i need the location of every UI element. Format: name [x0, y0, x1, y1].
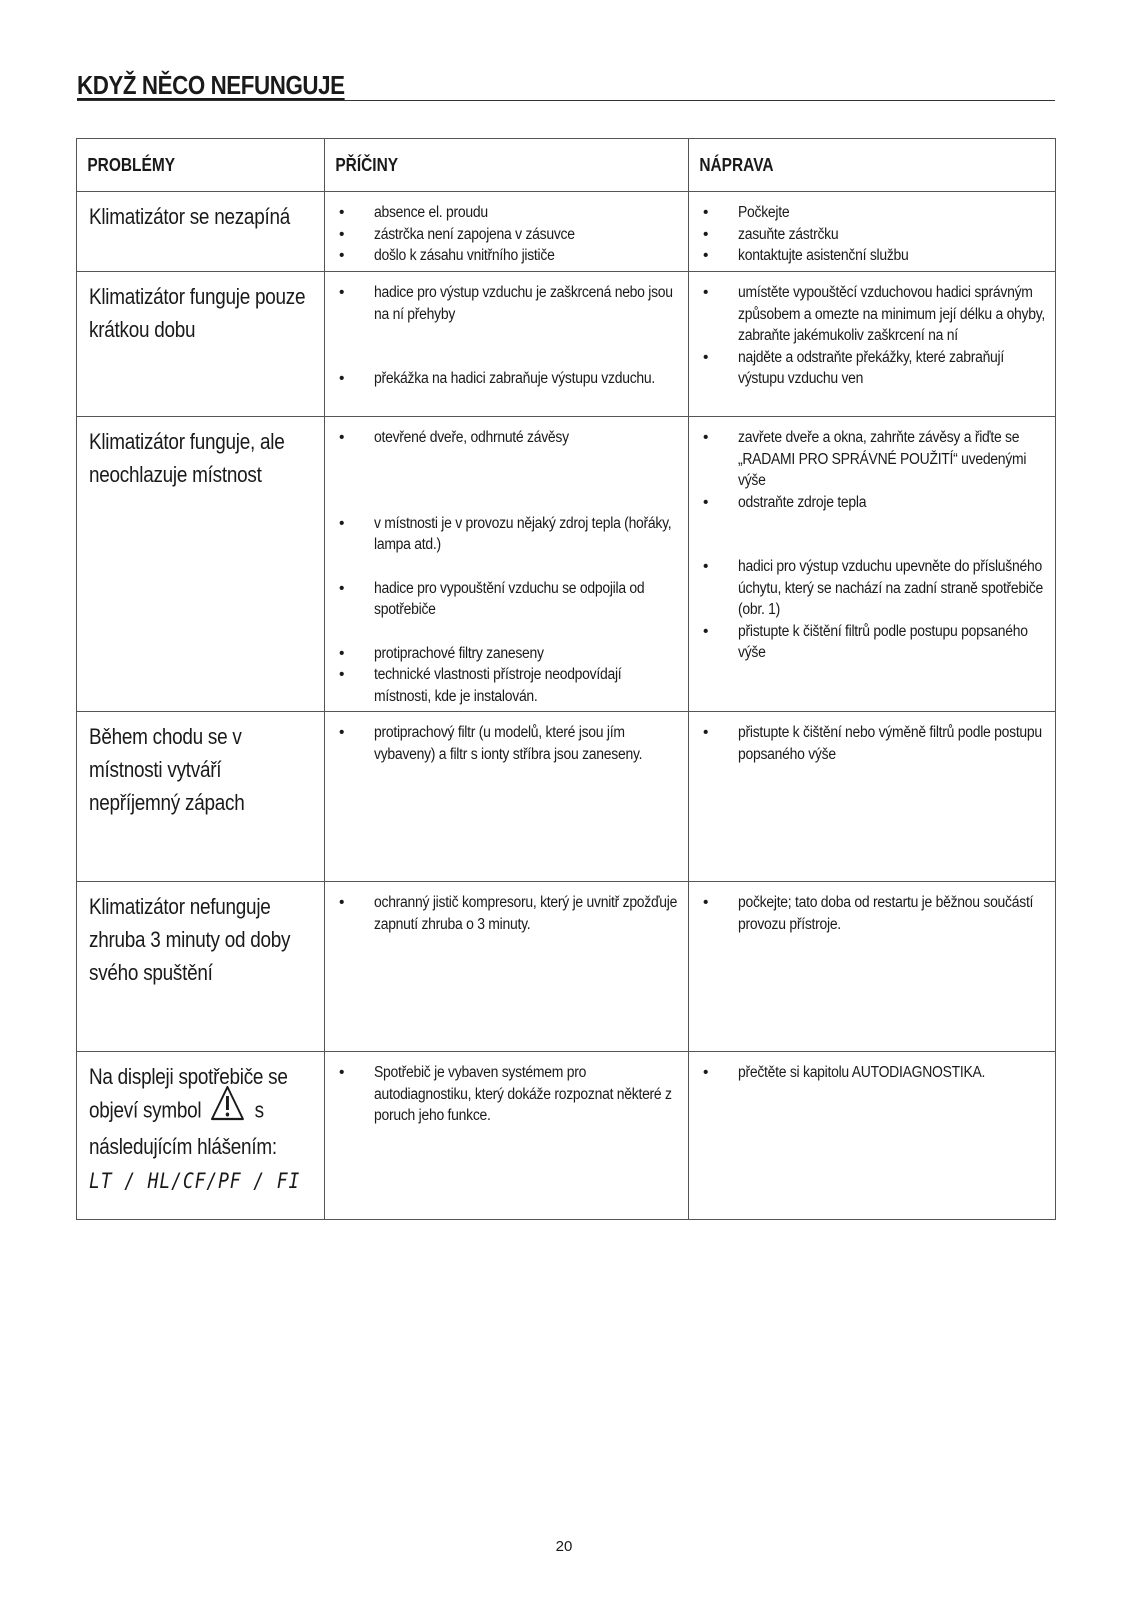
page-number: 20 [555, 1538, 573, 1555]
causes-cell [325, 272, 689, 417]
list-item: • umístěte vypouštěcí vzduchovou hadici správným způsobem a omezte na minimum její délku a ohyby, zabraňte jakémukoliv zaškrcení na ní [699, 282, 1047, 347]
list-item: • v místnosti je v provozu nějaký zdroj tepla (hořáky, lampa atd.) [335, 513, 680, 556]
remedies-cell [689, 1052, 1056, 1220]
causes-cell [325, 882, 689, 1052]
list-item: • otevřené dveře, odhrnuté závěsy [335, 427, 680, 449]
table-row [77, 417, 1056, 712]
list-item: • zavřete dveře a okna, zahrňte závěsy a řiďte se „RADAMI PRO SPRÁVNÉ POUŽITÍ“ uvedenými výše [699, 427, 1047, 492]
list-item: • Počkejte [699, 202, 1047, 224]
list-item: • odstraňte zdroje tepla [699, 492, 1047, 514]
warning-triangle-icon [210, 1085, 244, 1130]
remedies-cell [689, 417, 1056, 712]
remedies-cell [689, 192, 1056, 272]
page-title: KDYŽ NĚCO NEFUNGUJE [77, 70, 345, 100]
list-item: • absence el. proudu [335, 202, 680, 224]
problem-cell: Během chodu se v místnosti vytváří nepříjemný zápach [77, 712, 325, 882]
list-item: • přečtěte si kapitolu AUTODIAGNOSTIKA. [699, 1062, 1047, 1084]
list-item: • protiprachové filtry zaneseny [335, 643, 680, 665]
list-item: • hadice pro vypouštění vzduchu se odpojila od spotřebiče [335, 578, 680, 621]
header-problems: PROBLÉMY [77, 139, 325, 192]
list-item: • hadice pro výstup vzduchu je zaškrcená nebo jsou na ní přehyby [335, 282, 680, 325]
remedies-cell [689, 712, 1056, 882]
table-row [77, 1052, 1056, 1220]
causes-cell [325, 1052, 689, 1220]
list-item: • kontaktujte asistenční službu [699, 245, 1047, 267]
problem-cell: Klimatizátor funguje, ale neochlazuje místnost [77, 417, 325, 712]
problem-cell: Klimatizátor funguje pouze krátkou dobu [77, 272, 325, 417]
problem-cell: Klimatizátor se nezapíná [77, 192, 325, 272]
problem-cell [77, 1052, 325, 1220]
list-item: • došlo k zásahu vnitřního jističe [335, 245, 680, 267]
causes-cell [325, 417, 689, 712]
causes-cell [325, 712, 689, 882]
list-item: • Spotřebič je vybaven systémem pro autodiagnostiku, který dokáže rozpoznat některé z poruch jeho funkce. [335, 1062, 680, 1127]
table-row [77, 712, 1056, 882]
problem-line: Na displeji spotřebiče se [89, 1064, 288, 1089]
problem-line: objeví symbol [89, 1097, 202, 1123]
causes-cell [325, 192, 689, 272]
list-item: • zasuňte zástrčku [699, 224, 1047, 246]
list-item: • najděte a odstraňte překážky, které zabraňují výstupu vzduchu ven [699, 347, 1047, 390]
header-remedies: NÁPRAVA [689, 139, 1056, 192]
problem-line: s [254, 1097, 264, 1123]
list-item: • zástrčka není zapojena v zásuvce [335, 224, 680, 246]
remedies-cell [689, 882, 1056, 1052]
list-item: • technické vlastnosti přístroje neodpovídají místnosti, kde je instalován. [335, 664, 680, 707]
table-row [77, 882, 1056, 1052]
list-item: • přistupte k čištění filtrů podle postupu popsaného výše [699, 621, 1047, 664]
remedies-cell [689, 272, 1056, 417]
troubleshooting-table [76, 138, 1056, 1220]
problem-cell: Klimatizátor nefunguje zhruba 3 minuty od doby svého spuštění [77, 882, 325, 1052]
list-item: • protiprachový filtr (u modelů, které jsou jím vybaveny) a filtr s ionty stříbra jsou zaneseny. [335, 722, 680, 765]
list-item: • hadici pro výstup vzduchu upevněte do příslušného úchytu, který se nachází na zadní straně spotřebiče (obr. 1) [699, 556, 1047, 621]
list-item: • přistupte k čištění nebo výměně filtrů podle postupu popsaného výše [699, 722, 1047, 765]
problem-line: následujícím hlášením: [89, 1134, 277, 1159]
list-item: • počkejte; tato doba od restartu je běžnou součástí provozu přístroje. [699, 892, 1047, 935]
list-item: • překážka na hadici zabraňuje výstupu vzduchu. [335, 368, 680, 390]
title-rule [77, 100, 1055, 101]
table-header-row [77, 139, 1056, 192]
table-row [77, 272, 1056, 417]
list-item: • ochranný jistič kompresoru, který je uvnitř zpožďuje zapnutí zhruba o 3 minuty. [335, 892, 680, 935]
table-row [77, 192, 1056, 272]
header-causes: PŘÍČINY [325, 139, 689, 192]
error-codes: LT / HL/CF/PF / FI [89, 1169, 301, 1193]
